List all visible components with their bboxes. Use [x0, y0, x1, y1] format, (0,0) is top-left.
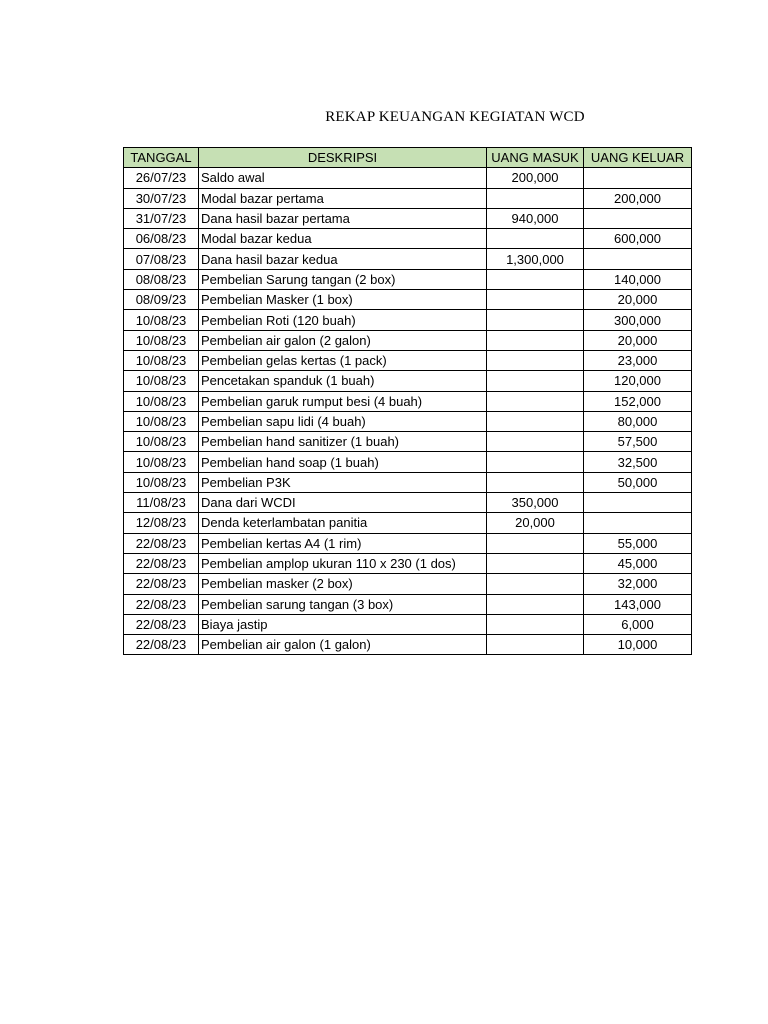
date-cell: 06/08/23 — [124, 229, 199, 249]
table-row — [124, 533, 692, 553]
table-row — [124, 574, 692, 594]
date-cell: 11/08/23 — [124, 493, 199, 513]
description-cell: Pembelian amplop ukuran 110 x 230 (1 dos) — [199, 553, 487, 573]
description-cell: Dana hasil bazar kedua — [199, 249, 487, 269]
table-row — [124, 168, 692, 188]
description-cell: Pembelian sarung tangan (3 box) — [199, 594, 487, 614]
description-cell: Pembelian P3K — [199, 472, 487, 492]
money-out-cell: 32,000 — [584, 574, 692, 594]
money-in-cell — [487, 594, 584, 614]
page-title: REKAP KEUANGAN KEGIATAN WCD — [325, 109, 585, 125]
money-out-cell: 50,000 — [584, 472, 692, 492]
money-out-cell: 32,500 — [584, 452, 692, 472]
description-cell: Pembelian Roti (120 buah) — [199, 310, 487, 330]
money-out-cell: 55,000 — [584, 533, 692, 553]
description-cell: Pembelian kertas A4 (1 rim) — [199, 533, 487, 553]
money-in-cell: 350,000 — [487, 493, 584, 513]
table-row — [124, 229, 692, 249]
description-cell: Pembelian hand sanitizer (1 buah) — [199, 432, 487, 452]
money-in-cell — [487, 452, 584, 472]
date-cell: 08/09/23 — [124, 290, 199, 310]
table-row — [124, 472, 692, 492]
description-cell: Pembelian garuk rumput besi (4 buah) — [199, 391, 487, 411]
date-cell: 22/08/23 — [124, 533, 199, 553]
money-out-cell: 140,000 — [584, 269, 692, 289]
table-row — [124, 493, 692, 513]
description-cell: Pembelian masker (2 box) — [199, 574, 487, 594]
money-in-cell: 1,300,000 — [487, 249, 584, 269]
description-cell: Pembelian air galon (2 galon) — [199, 330, 487, 350]
date-cell: 10/08/23 — [124, 452, 199, 472]
money-in-cell — [487, 635, 584, 655]
money-out-cell: 120,000 — [584, 371, 692, 391]
description-cell: Modal bazar kedua — [199, 229, 487, 249]
money-in-cell: 200,000 — [487, 168, 584, 188]
date-cell: 22/08/23 — [124, 594, 199, 614]
table-header-row — [124, 148, 692, 168]
date-cell: 10/08/23 — [124, 371, 199, 391]
date-cell: 10/08/23 — [124, 350, 199, 370]
money-in-cell — [487, 188, 584, 208]
description-cell: Pembelian sapu lidi (4 buah) — [199, 411, 487, 431]
description-cell: Pencetakan spanduk (1 buah) — [199, 371, 487, 391]
table-row — [124, 188, 692, 208]
table-row — [124, 553, 692, 573]
description-cell: Pembelian air galon (1 galon) — [199, 635, 487, 655]
table-row — [124, 330, 692, 350]
date-cell: 31/07/23 — [124, 208, 199, 228]
money-in-cell: 940,000 — [487, 208, 584, 228]
table-row — [124, 269, 692, 289]
money-in-cell — [487, 533, 584, 553]
money-in-cell — [487, 350, 584, 370]
money-out-cell: 152,000 — [584, 391, 692, 411]
money-in-cell — [487, 269, 584, 289]
description-cell: Pembelian hand soap (1 buah) — [199, 452, 487, 472]
money-in-cell: 20,000 — [487, 513, 584, 533]
money-out-cell: 20,000 — [584, 290, 692, 310]
date-cell: 07/08/23 — [124, 249, 199, 269]
description-cell: Pembelian Masker (1 box) — [199, 290, 487, 310]
money-in-cell — [487, 472, 584, 492]
date-cell: 26/07/23 — [124, 168, 199, 188]
description-cell: Dana hasil bazar pertama — [199, 208, 487, 228]
money-out-cell — [584, 168, 692, 188]
finance-table — [123, 147, 692, 655]
date-cell: 10/08/23 — [124, 391, 199, 411]
column-header-date: TANGGAL — [124, 148, 199, 168]
date-cell: 10/08/23 — [124, 310, 199, 330]
date-cell: 10/08/23 — [124, 432, 199, 452]
date-cell: 22/08/23 — [124, 635, 199, 655]
money-out-cell: 57,500 — [584, 432, 692, 452]
table-row — [124, 594, 692, 614]
date-cell: 10/08/23 — [124, 411, 199, 431]
table-row — [124, 614, 692, 634]
money-in-cell — [487, 330, 584, 350]
date-cell: 08/08/23 — [124, 269, 199, 289]
date-cell: 22/08/23 — [124, 574, 199, 594]
table-row — [124, 432, 692, 452]
money-in-cell — [487, 391, 584, 411]
money-out-cell — [584, 249, 692, 269]
description-cell: Modal bazar pertama — [199, 188, 487, 208]
table-row — [124, 391, 692, 411]
date-cell: 22/08/23 — [124, 553, 199, 573]
money-out-cell: 200,000 — [584, 188, 692, 208]
money-out-cell: 80,000 — [584, 411, 692, 431]
money-out-cell — [584, 208, 692, 228]
date-cell: 30/07/23 — [124, 188, 199, 208]
money-in-cell — [487, 553, 584, 573]
money-in-cell — [487, 371, 584, 391]
money-out-cell: 23,000 — [584, 350, 692, 370]
column-header-money-in: UANG MASUK — [487, 148, 584, 168]
money-out-cell — [584, 493, 692, 513]
table-row — [124, 310, 692, 330]
table-row — [124, 249, 692, 269]
description-cell: Saldo awal — [199, 168, 487, 188]
money-in-cell — [487, 411, 584, 431]
money-in-cell — [487, 574, 584, 594]
money-out-cell: 600,000 — [584, 229, 692, 249]
money-in-cell — [487, 432, 584, 452]
date-cell: 22/08/23 — [124, 614, 199, 634]
table-row — [124, 350, 692, 370]
money-in-cell — [487, 614, 584, 634]
description-cell: Pembelian gelas kertas (1 pack) — [199, 350, 487, 370]
description-cell: Pembelian Sarung tangan (2 box) — [199, 269, 487, 289]
table-body — [124, 168, 692, 655]
table-row — [124, 411, 692, 431]
money-out-cell: 6,000 — [584, 614, 692, 634]
column-header-money-out: UANG KELUAR — [584, 148, 692, 168]
money-in-cell — [487, 310, 584, 330]
money-out-cell: 45,000 — [584, 553, 692, 573]
money-out-cell: 300,000 — [584, 310, 692, 330]
table-row — [124, 513, 692, 533]
table-row — [124, 635, 692, 655]
money-in-cell — [487, 290, 584, 310]
table-row — [124, 371, 692, 391]
table-row — [124, 452, 692, 472]
description-cell: Denda keterlambatan panitia — [199, 513, 487, 533]
description-cell: Biaya jastip — [199, 614, 487, 634]
date-cell: 12/08/23 — [124, 513, 199, 533]
date-cell: 10/08/23 — [124, 472, 199, 492]
money-out-cell: 20,000 — [584, 330, 692, 350]
money-in-cell — [487, 229, 584, 249]
table-row — [124, 208, 692, 228]
money-out-cell: 10,000 — [584, 635, 692, 655]
date-cell: 10/08/23 — [124, 330, 199, 350]
column-header-description: DESKRIPSI — [199, 148, 487, 168]
description-cell: Dana dari WCDI — [199, 493, 487, 513]
table-row — [124, 290, 692, 310]
money-out-cell — [584, 513, 692, 533]
money-out-cell: 143,000 — [584, 594, 692, 614]
